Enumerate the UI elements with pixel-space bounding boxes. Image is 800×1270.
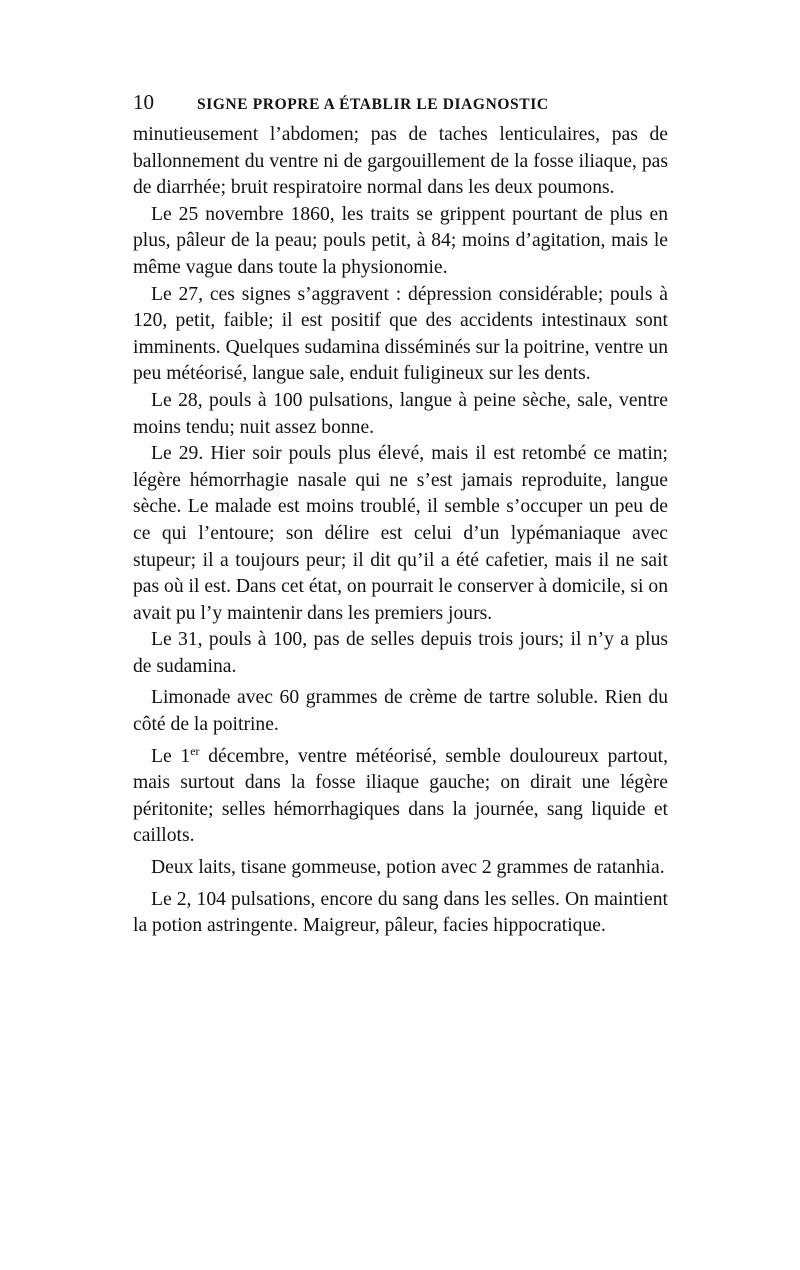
book-page <box>133 90 668 940</box>
paragraph-dec-1 <box>133 744 668 850</box>
running-head <box>133 90 668 120</box>
paragraph-nov-29: Le 29. Hier soir pouls plus élevé, mais il est retombé ce matin; légère hémorrhagie nasale qui ne s’est jamais reproduite, langue sèche. Le malade est moins troublé, il semble s’occuper un peu de ce qui l’entoure; son délire est celui d’un lypémaniaque avec stupeur; il a toujours peur; il dit qu’il a été cafetier, mais il ne sait pas où il est. Dans cet état, on pourrait le conserver à domicile, si on avait pu l’y maintenir dans les premiers jours. <box>133 443 668 624</box>
page-number: 10 <box>133 90 154 114</box>
paragraph-dec-2: Le 2, 104 pulsations, encore du sang dans les selles. On maintient la potion astringente. Maigreur, pâleur, facies hippocratique. <box>133 888 668 937</box>
paragraph-nov-31: Le 31, pouls à 100, pas de selles depuis trois jours; il n’y a plus de sudamina. <box>133 629 668 677</box>
paragraph-nov-27: Le 27, ces signes s’aggravent : dépression considérable; pouls à 120, petit, faible; il est positif que des accidents intestinaux sont imminents. Quelques sudamina disséminés sur la poitrine, ventre un peu météorisé, langue sale, enduit fuligineux sur les dents. <box>133 283 668 385</box>
paragraph-continuation: minutieusement l’abdomen; pas de taches lenticulaires, pas de ballonnement du ventre ni de gargouillement de la fosse iliaque, pas de diarrhée; bruit respiratoire normal dans les deux poumons. <box>133 124 668 199</box>
dec-1-superscript: er <box>190 743 200 758</box>
running-title: SIGNE PROPRE A ÉTABLIR LE DIAGNOSTIC <box>197 96 549 113</box>
dec-1-text: décembre, ventre météorisé, semble douloureux partout, mais surtout dans la fosse iliaque gauche; on dirait une légère péritonite; selles hémorrhagiques dans la journée, sang liquide et caillots. <box>133 745 668 847</box>
paragraph-limonade: Limonade avec 60 grammes de crème de tartre soluble. Rien du côté de la poitrine. <box>133 687 668 736</box>
paragraph-nov-25: Le 25 novembre 1860, les traits se grippent pourtant de plus en plus, pâleur de la peau; pouls petit, à 84; moins d’agitation, mais le même vague dans toute la physionomie. <box>133 203 668 278</box>
paragraph-nov-28: Le 28, pouls à 100 pulsations, langue à peine sèche, sale, ventre moins tendu; nuit assez bonne. <box>133 389 668 438</box>
paragraph-deux-laits: Deux laits, tisane gommeuse, potion avec 2 grammes de ratanhia. <box>151 857 665 879</box>
dec-1-prefix: Le 1 <box>151 745 191 767</box>
